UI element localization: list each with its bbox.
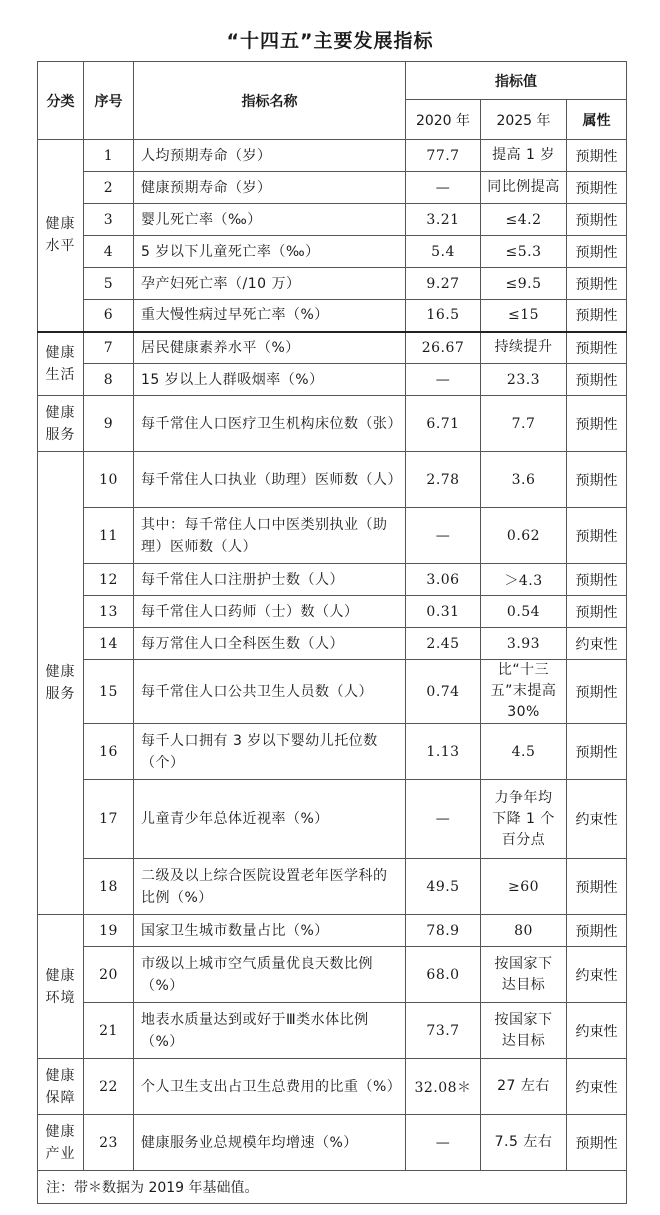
row-index: 18: [84, 859, 134, 915]
row-attribute: 预期性: [567, 724, 627, 780]
row-2025: 7.7: [481, 396, 567, 452]
row-index: 6: [84, 300, 134, 332]
category-label: 健康水平: [45, 216, 76, 255]
category-label: 健康服务: [45, 664, 76, 702]
row-name: 每万常住人口全科医生数（人）: [134, 628, 406, 660]
row-2025-text: 按国家下达目标: [494, 955, 553, 993]
row-attribute: 预期性: [567, 1115, 627, 1171]
row-name: 5 岁以下儿童死亡率（‰）: [134, 236, 406, 268]
row-name: 15 岁以上人群吸烟率（%）: [134, 364, 406, 396]
row-name: 市级以上城市空气质量优良天数比例（%）: [134, 947, 406, 1003]
row-attribute: 预期性: [567, 364, 627, 396]
row-attribute: 预期性: [567, 396, 627, 452]
row-name: 其中：每千常住人口中医类别执业（助理）医师数（人）: [134, 508, 406, 564]
page-title: “十四五”主要发展指标: [226, 30, 434, 52]
row-2020: 2.45: [406, 628, 481, 660]
row-name: 每千常住人口公共卫生人员数（人）: [134, 660, 406, 724]
category-cell: [38, 915, 84, 1059]
row-index: 22: [84, 1059, 134, 1115]
row-2020: 2.78: [406, 452, 481, 508]
row-2020: —: [406, 780, 481, 859]
row-2025: [481, 947, 567, 1003]
row-2020: 0.31: [406, 596, 481, 628]
row-index: 15: [84, 660, 134, 724]
header-index: 序号: [84, 62, 134, 140]
row-2020: —: [406, 508, 481, 564]
header-name: 指标名称: [134, 62, 406, 140]
row-name: 婴儿死亡率（‰）: [134, 204, 406, 236]
row-attribute: 预期性: [567, 915, 627, 947]
row-attribute: 约束性: [567, 628, 627, 660]
row-name: 二级及以上综合医院设置老年医学科的比例（%）: [134, 859, 406, 915]
row-2020: 0.74: [406, 660, 481, 724]
row-attribute: 预期性: [567, 452, 627, 508]
row-2025-text: 按国家下达目标: [494, 1011, 553, 1049]
row-index: 12: [84, 564, 134, 596]
row-attribute: 约束性: [567, 780, 627, 859]
category-cell: [38, 332, 84, 396]
row-2025: 3.93: [481, 628, 567, 660]
row-index: 10: [84, 452, 134, 508]
row-name: 儿童青少年总体近视率（%）: [134, 780, 406, 859]
row-name: 每千常住人口执业（助理）医师数（人）: [134, 452, 406, 508]
row-index: 19: [84, 915, 134, 947]
row-index: 5: [84, 268, 134, 300]
row-index: 4: [84, 236, 134, 268]
category-label: 健康生活: [45, 344, 76, 383]
row-attribute: 预期性: [567, 140, 627, 172]
row-attribute: 预期性: [567, 172, 627, 204]
row-attribute: 预期性: [567, 332, 627, 364]
category-label: 健康产业: [45, 1123, 76, 1162]
row-attribute: 预期性: [567, 300, 627, 332]
row-2020: 9.27: [406, 268, 481, 300]
row-attribute: 预期性: [567, 508, 627, 564]
row-2025: 80: [481, 915, 567, 947]
row-name: 人均预期寿命（岁）: [134, 140, 406, 172]
row-index: 7: [84, 332, 134, 364]
category-label: 健康保障: [45, 1067, 76, 1106]
category-cell: [38, 140, 84, 332]
row-2025: ≤15: [481, 300, 567, 332]
row-attribute: 预期性: [567, 564, 627, 596]
row-2020: 77.7: [406, 140, 481, 172]
row-attribute: 预期性: [567, 859, 627, 915]
row-index: 21: [84, 1003, 134, 1059]
row-name: 居民健康素养水平（%）: [134, 332, 406, 364]
header-2020: 2020 年: [406, 100, 481, 140]
row-2025: 0.62: [481, 508, 567, 564]
row-2025: ≥60: [481, 859, 567, 915]
row-attribute: 预期性: [567, 268, 627, 300]
row-name: 个人卫生支出占卫生总费用的比重（%）: [134, 1059, 406, 1115]
row-name: 健康服务业总规模年均增速（%）: [134, 1115, 406, 1171]
row-attribute: 约束性: [567, 1059, 627, 1115]
row-2020: 3.06: [406, 564, 481, 596]
row-index: 16: [84, 724, 134, 780]
row-2020: —: [406, 1115, 481, 1171]
row-index: 3: [84, 204, 134, 236]
row-name: 每千人口拥有 3 岁以下婴幼儿托位数（个）: [134, 724, 406, 780]
row-2020: —: [406, 364, 481, 396]
row-attribute: 约束性: [567, 947, 627, 1003]
row-index: 1: [84, 140, 134, 172]
row-2020: 3.21: [406, 204, 481, 236]
category-label: 健康环境: [45, 967, 76, 1006]
row-2020: 26.67: [406, 332, 481, 364]
row-2020: 1.13: [406, 724, 481, 780]
row-attribute: 预期性: [567, 236, 627, 268]
row-2025: ≤5.3: [481, 236, 567, 268]
row-2020: 6.71: [406, 396, 481, 452]
category-cell: [38, 1059, 84, 1115]
header-value-group: 指标值: [406, 62, 627, 100]
row-name: 每千常住人口医疗卫生机构床位数（张）: [134, 396, 406, 452]
row-name: 地表水质量达到或好于Ⅲ类水体比例（%）: [134, 1003, 406, 1059]
row-2025: 0.54: [481, 596, 567, 628]
row-index: 13: [84, 596, 134, 628]
row-2025-text: 力争年均下降 1 个百分点: [492, 789, 555, 848]
row-2025: 提高 1 岁: [481, 140, 567, 172]
row-name: 健康预期寿命（岁）: [134, 172, 406, 204]
category-cell: [38, 1115, 84, 1171]
indicator-table: [37, 61, 627, 1204]
row-2020: 73.7: [406, 1003, 481, 1059]
row-2025: ＞4.3: [481, 564, 567, 596]
row-name: 国家卫生城市数量占比（%）: [134, 915, 406, 947]
row-index: 14: [84, 628, 134, 660]
header-attribute: 属性: [567, 100, 627, 140]
row-2025: 23.3: [481, 364, 567, 396]
row-attribute: 预期性: [567, 660, 627, 724]
row-name: 重大慢性病过早死亡率（%）: [134, 300, 406, 332]
row-name: 每千常住人口药师（士）数（人）: [134, 596, 406, 628]
row-name: 孕产妇死亡率（/10 万）: [134, 268, 406, 300]
row-2025: [481, 780, 567, 859]
row-2025: [481, 1003, 567, 1059]
row-index: 20: [84, 947, 134, 1003]
row-attribute: 约束性: [567, 1003, 627, 1059]
row-index: 8: [84, 364, 134, 396]
header-category: 分类: [38, 62, 84, 140]
row-2020: 78.9: [406, 915, 481, 947]
row-2025: 比“十三五”末提高 30%: [481, 660, 567, 724]
row-index: 2: [84, 172, 134, 204]
row-2025: 持续提升: [481, 332, 567, 364]
row-attribute: 预期性: [567, 596, 627, 628]
footnote: 注：带＊数据为 2019 年基础值。: [38, 1171, 627, 1204]
row-name: 每千常住人口注册护士数（人）: [134, 564, 406, 596]
row-attribute: 预期性: [567, 204, 627, 236]
category-cell: [38, 452, 84, 915]
row-2025: ≤4.2: [481, 204, 567, 236]
row-2020: 32.08＊: [406, 1059, 481, 1115]
header-2025: 2025 年: [481, 100, 567, 140]
row-index: 17: [84, 780, 134, 859]
row-2025: 3.6: [481, 452, 567, 508]
row-2020: 49.5: [406, 859, 481, 915]
category-label: 健康服务: [45, 404, 76, 443]
row-2020: 5.4: [406, 236, 481, 268]
row-2020: 16.5: [406, 300, 481, 332]
row-index: 11: [84, 508, 134, 564]
row-2025: 4.5: [481, 724, 567, 780]
row-2020: 68.0: [406, 947, 481, 1003]
category-cell: [38, 396, 84, 452]
row-2025: 7.5 左右: [481, 1115, 567, 1171]
row-2025: 同比例提高: [481, 172, 567, 204]
row-2020: —: [406, 172, 481, 204]
row-2025: 27 左右: [481, 1059, 567, 1115]
row-index: 23: [84, 1115, 134, 1171]
row-index: 9: [84, 396, 134, 452]
row-2025: ≤9.5: [481, 268, 567, 300]
